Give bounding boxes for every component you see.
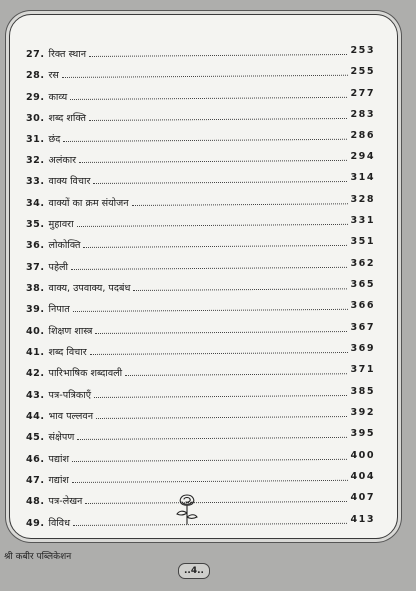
toc-row	[26, 167, 375, 187]
dot-leader	[125, 373, 347, 376]
dot-leader	[132, 203, 348, 206]
dot-leader	[73, 523, 347, 526]
toc-title: वाक्य, उपवाक्य, पदबंध	[48, 283, 131, 294]
table-of-contents	[10, 15, 397, 538]
dot-leader	[73, 309, 348, 312]
toc-row	[26, 189, 375, 209]
toc-page-number: 404	[350, 471, 375, 482]
dot-leader	[94, 395, 347, 398]
toc-title: संक्षेपण	[48, 432, 75, 443]
toc-title: भाव पल्लवन	[48, 411, 94, 422]
toc-row	[26, 338, 375, 358]
toc-page-number: 362	[350, 258, 375, 269]
toc-page-number: 367	[350, 322, 375, 333]
toc-number: 47.	[26, 475, 45, 486]
toc-title: रस	[48, 70, 59, 81]
toc-title: निपात	[48, 304, 70, 315]
dot-leader	[89, 118, 347, 121]
toc-title: लोकोक्ति	[48, 240, 81, 251]
toc-row	[26, 210, 375, 230]
toc-row	[26, 104, 375, 124]
toc-title: काव्य	[48, 92, 68, 103]
toc-number: 46.	[26, 454, 45, 465]
dot-leader	[89, 54, 347, 57]
toc-row	[26, 274, 375, 294]
dot-leader	[83, 245, 347, 248]
toc-title: शिक्षण शास्त्र	[48, 326, 93, 337]
toc-number: 48.	[26, 496, 45, 507]
toc-page-number: 286	[350, 130, 375, 141]
toc-title: शब्द शक्ति	[48, 113, 86, 124]
toc-number: 36.	[26, 240, 45, 251]
toc-row	[26, 61, 375, 81]
dot-leader	[63, 139, 347, 142]
toc-number: 42.	[26, 368, 45, 379]
dot-leader	[70, 97, 347, 100]
rose-icon	[172, 491, 202, 527]
toc-title: वाक्यों का क्रम संयोजन	[48, 198, 129, 209]
dot-leader	[77, 224, 348, 227]
page-number-badge: ..4..	[178, 563, 210, 579]
toc-row	[26, 359, 375, 379]
toc-title: छंद	[48, 134, 61, 145]
toc-title: पहेली	[48, 262, 69, 273]
toc-number: 45.	[26, 432, 45, 443]
toc-row	[26, 253, 375, 273]
toc-number: 41.	[26, 347, 45, 358]
toc-row	[26, 83, 375, 103]
toc-number: 29.	[26, 92, 45, 103]
dot-leader	[90, 352, 348, 355]
toc-title: गद्यांश	[48, 475, 69, 486]
dot-leader	[96, 416, 347, 419]
dot-leader	[95, 331, 347, 334]
toc-row	[26, 231, 375, 251]
toc-page-number: 385	[350, 386, 375, 397]
toc-title: अलंकार	[48, 155, 77, 166]
toc-page-number: 331	[350, 215, 375, 226]
toc-number: 39.	[26, 304, 45, 315]
toc-row	[26, 125, 375, 145]
toc-page-number: 395	[350, 428, 375, 439]
toc-page-number: 328	[350, 194, 375, 205]
toc-number: 28.	[26, 70, 45, 81]
toc-row	[26, 146, 375, 166]
dot-leader	[71, 267, 347, 270]
toc-page-number: 255	[350, 66, 375, 77]
toc-number: 27.	[26, 49, 45, 60]
toc-title: मुहावरा	[48, 219, 74, 230]
toc-row	[26, 295, 375, 315]
dot-leader	[72, 459, 347, 462]
toc-row	[26, 466, 375, 486]
toc-title: पत्र-लेखन	[48, 496, 83, 507]
dot-leader	[93, 181, 347, 184]
toc-row	[26, 317, 375, 337]
toc-number: 34.	[26, 198, 45, 209]
toc-title: पारिभाषिक शब्दावली	[48, 368, 123, 379]
toc-number: 32.	[26, 155, 45, 166]
toc-page-number: 277	[350, 88, 375, 99]
toc-row	[26, 40, 375, 60]
toc-number: 44.	[26, 411, 45, 422]
toc-title: रिक्त स्थान	[48, 49, 87, 60]
toc-number: 30.	[26, 113, 45, 124]
toc-page-number: 413	[350, 514, 375, 525]
dot-leader	[133, 288, 347, 291]
toc-page-number: 400	[350, 450, 375, 461]
toc-page-number: 351	[350, 236, 375, 247]
toc-page-number: 314	[350, 172, 375, 183]
toc-number: 35.	[26, 219, 45, 230]
toc-number: 43.	[26, 390, 45, 401]
toc-title: वाक्य विचार	[48, 176, 91, 187]
toc-title: शब्द विचार	[48, 347, 87, 358]
toc-page-number: 407	[350, 492, 375, 503]
toc-page-number: 365	[350, 279, 375, 290]
dot-leader	[79, 160, 347, 163]
toc-number: 37.	[26, 262, 45, 273]
toc-title: पत्र-पत्रिकाएँ	[48, 390, 92, 401]
toc-number: 40.	[26, 326, 45, 337]
toc-page-number: 392	[350, 407, 375, 418]
toc-number: 38.	[26, 283, 45, 294]
toc-row	[26, 445, 375, 465]
publisher-name: श्री कबीर पब्लिकेशन	[4, 552, 72, 562]
toc-page-number: 371	[350, 364, 375, 375]
dot-leader	[72, 480, 347, 483]
toc-number: 49.	[26, 518, 45, 529]
toc-title: पद्यांश	[48, 454, 70, 465]
dot-leader	[85, 501, 347, 504]
toc-page-number: 283	[350, 109, 375, 120]
toc-number: 33.	[26, 176, 45, 187]
toc-row	[26, 381, 375, 401]
toc-page-number: 366	[350, 300, 375, 311]
toc-title: विविध	[48, 518, 71, 529]
toc-row	[26, 402, 375, 422]
dot-leader	[62, 75, 348, 78]
toc-row	[26, 423, 375, 443]
toc-page-number: 294	[350, 151, 375, 162]
contents-frame	[9, 14, 398, 539]
toc-number: 31.	[26, 134, 45, 145]
toc-page-number: 253	[350, 45, 375, 56]
dot-leader	[77, 437, 347, 440]
toc-page-number: 369	[350, 343, 375, 354]
